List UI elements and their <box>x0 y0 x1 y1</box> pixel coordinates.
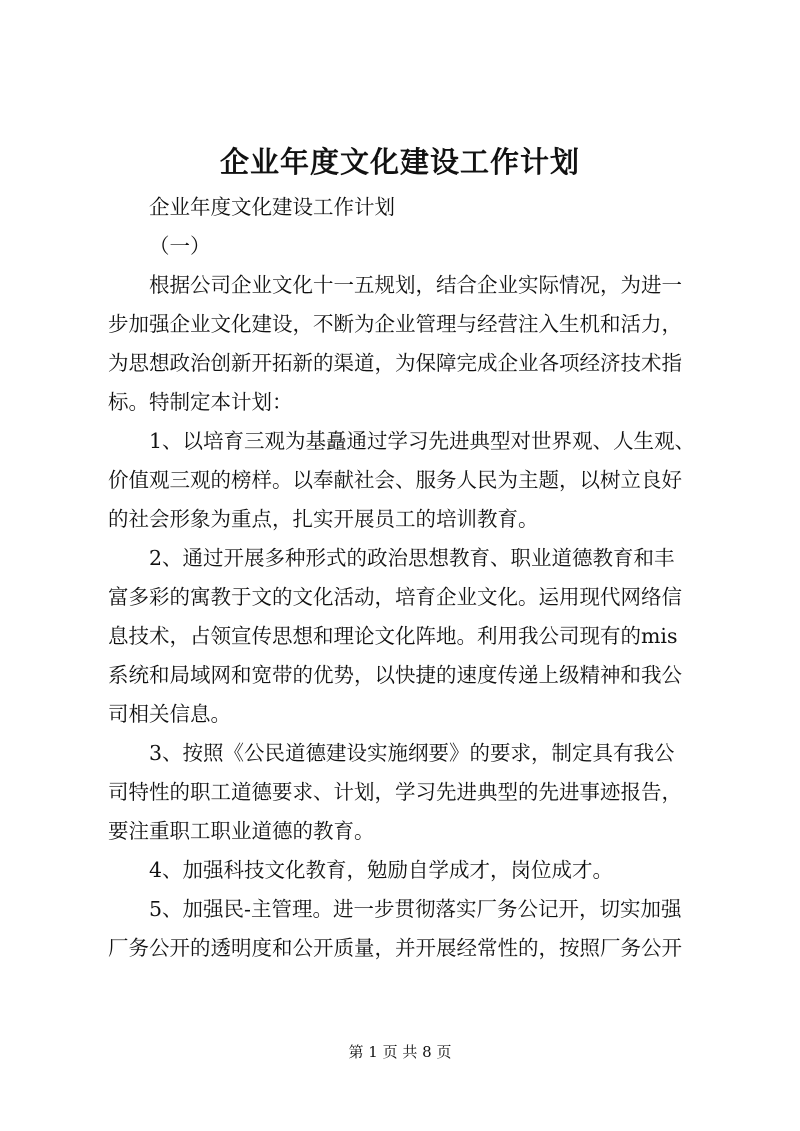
paragraph-item-4 <box>108 851 708 890</box>
paragraph-line: 价值观三观的榜样。以奉献社会、服务人民为主题，以树立良好 <box>108 468 682 492</box>
paragraph-line: 1、以培育三观为基矗通过学习先进典型对世界观、人生观、 <box>149 429 696 453</box>
paragraph-line: 3、按照《公民道德建设实施纲要》的要求，制定具有我公 <box>149 741 675 765</box>
paragraph-line: 厂务公开的透明度和公开质量，并开展经常性的，按照厂务公开 <box>108 936 682 960</box>
paragraph-line: 的社会形象为重点，扎实开展员工的培训教育。 <box>108 507 539 531</box>
paragraph-line: 步加强企业文化建设，不断为企业管理与经营注入生机和活力， <box>108 312 682 336</box>
paragraph-line: 为思想政治创新开拓新的渠道，为保障完成企业各项经济技术指 <box>108 351 682 375</box>
paragraph-line: 系统和局域网和宽带的优势，以快捷的速度传递上级精神和我公 <box>108 663 682 687</box>
paragraph-line: 要注重职工职业道德的教育。 <box>108 819 375 843</box>
page-number-footer: 第 1 页 共 8 页 <box>348 1043 452 1061</box>
document-title: 企业年度文化建设工作计划 <box>219 145 580 179</box>
paragraph-item-3 <box>108 734 708 851</box>
paragraph-item-2 <box>108 539 708 734</box>
paragraph-line: 司相关信息。 <box>108 702 231 726</box>
paragraph-line: 4、加强科技文化教育，勉励自学成才，岗位成才。 <box>149 858 614 882</box>
paragraph-line: 5、加强民-主管理。进一步贯彻落实厂务公记开，切实加强 <box>149 897 682 921</box>
section-marker: （一） <box>149 234 211 258</box>
paragraph-line: 富多彩的寓教于文的文化活动，培育企业文化。运用现代网络信 <box>108 585 682 609</box>
document-body <box>108 188 708 968</box>
paragraph-line: 标。特制定本计划： <box>108 390 293 414</box>
paragraph-line: 司特性的职工道德要求、计划，学习先进典型的先进事迹报告， <box>108 780 682 804</box>
paragraph-intro <box>108 266 708 422</box>
paragraph-line: 息技术，占领宣传思想和理论文化阵地。利用我公司现有的mis <box>108 624 678 648</box>
paragraph-item-5 <box>108 890 708 968</box>
paragraph-line: 2、通过开展多种形式的政治思想教育、职业道德教育和丰 <box>149 546 675 570</box>
paragraph-item-1 <box>108 422 708 539</box>
subtitle: 企业年度文化建设工作计划 <box>149 195 395 219</box>
paragraph-line: 根据公司企业文化十一五规划，结合企业实际情况，为进一 <box>149 273 682 297</box>
